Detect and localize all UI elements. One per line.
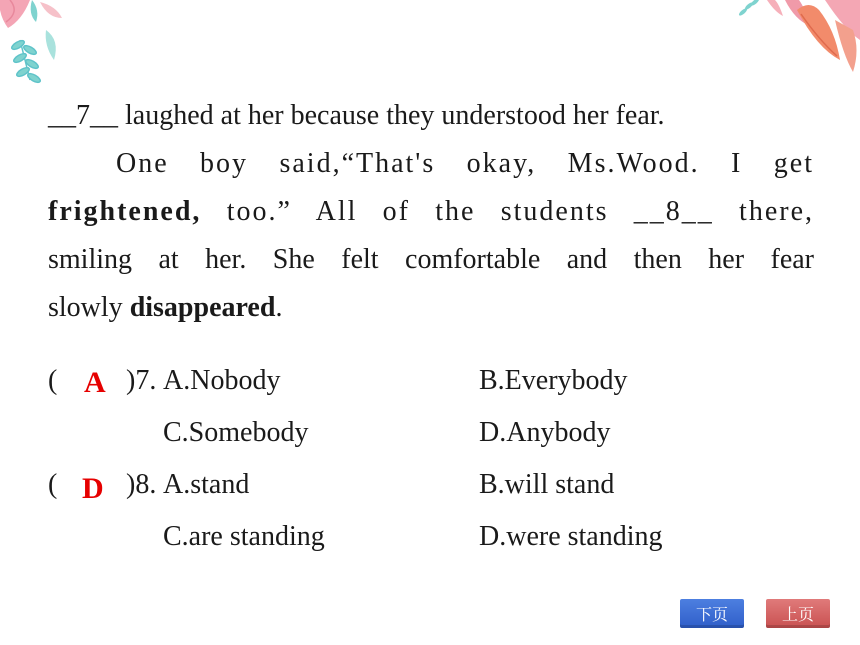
question-7-answer: A: [84, 366, 106, 399]
question-8-option-d: D.were standing: [479, 521, 663, 552]
question-8-number: )8.: [126, 469, 157, 500]
question-8-open-paren: (: [48, 469, 58, 500]
passage-line-3: [48, 188, 814, 236]
question-8-answer: D: [82, 472, 104, 505]
question-7-option-d: D.Anybody: [479, 417, 611, 448]
question-7-option-b: B.Everybody: [479, 365, 628, 396]
leaf-decoration-top-right: [735, 0, 860, 75]
question-7-option-c: C.Somebody: [163, 417, 309, 448]
passage-line-5-pre: slowly: [48, 292, 130, 323]
leaf-decoration-top-left: [0, 0, 80, 95]
next-page-button[interactable]: 下页: [680, 599, 744, 628]
bold-word-frightened: frightened,: [48, 196, 202, 227]
reading-passage: [48, 92, 814, 332]
question-7-number: )7.: [126, 365, 157, 396]
passage-line-5: [48, 284, 814, 332]
question-8-option-c: C.are standing: [163, 521, 325, 552]
bold-word-disappeared: disappeared: [129, 292, 276, 323]
question-8-option-b: B.will stand: [479, 469, 615, 500]
passage-line-3-rest: too.” All of the students __8__ there,: [201, 196, 814, 227]
passage-line-4: smiling at her. She felt comfortable and then her fear: [48, 244, 814, 275]
passage-line-2: One boy said,“That's okay, Ms.Wood. I get: [116, 148, 814, 179]
passage-line-5-post: .: [275, 292, 283, 323]
passage-line-1: __7__ laughed at her because they understood her fear.: [48, 100, 665, 131]
question-7-option-a: A.Nobody: [163, 365, 281, 396]
question-8-option-a: A.stand: [163, 469, 250, 500]
previous-page-button[interactable]: 上页: [766, 599, 830, 628]
question-7-open-paren: (: [48, 365, 58, 396]
